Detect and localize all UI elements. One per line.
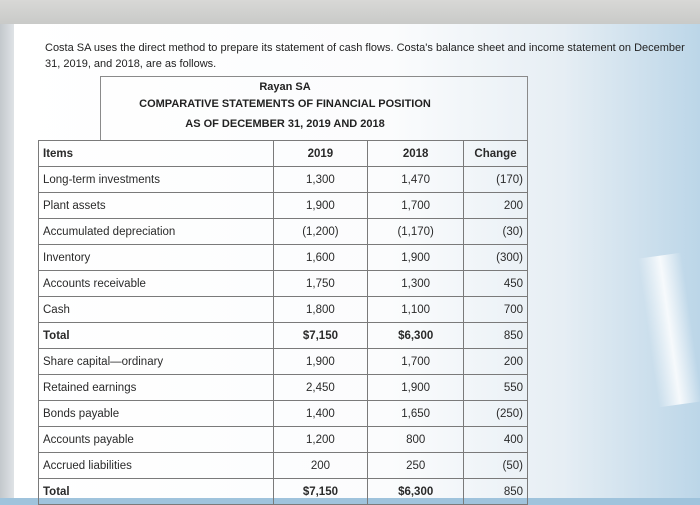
table-row — [39, 167, 528, 193]
row-item-label: Bonds payable — [39, 401, 274, 427]
photo-top-edge — [0, 0, 700, 24]
row-item-label: Accrued liabilities — [39, 453, 274, 479]
row-value-2018: 1,900 — [368, 245, 464, 271]
row-value-2018: 1,650 — [368, 401, 464, 427]
row-value-change: 550 — [464, 375, 528, 401]
row-item-label: Accumulated depreciation — [39, 219, 274, 245]
row-value-2019: 1,800 — [273, 297, 368, 323]
table-row — [39, 453, 528, 479]
row-item-label: Accounts receivable — [39, 271, 274, 297]
table-total-row — [39, 479, 528, 505]
row-value-2018: (1,170) — [368, 219, 464, 245]
table-row — [39, 219, 528, 245]
row-value-change: 700 — [464, 297, 528, 323]
table-row — [39, 193, 528, 219]
row-value-change: (30) — [464, 219, 528, 245]
table-row — [39, 349, 528, 375]
row-item-label: Total — [39, 323, 274, 349]
row-value-2019: 1,900 — [273, 349, 368, 375]
row-value-2019: $7,150 — [273, 479, 368, 505]
row-value-change: (300) — [464, 245, 528, 271]
row-value-2018: 250 — [368, 453, 464, 479]
statement-date: AS OF DECEMBER 31, 2019 AND 2018 — [185, 118, 385, 130]
title-box-top — [100, 76, 528, 77]
screen-bezel — [0, 24, 14, 498]
row-value-change: (250) — [464, 401, 528, 427]
row-value-2018: 1,300 — [368, 271, 464, 297]
row-item-label: Cash — [39, 297, 274, 323]
row-value-change: 200 — [464, 193, 528, 219]
row-value-change: 200 — [464, 349, 528, 375]
row-item-label: Accounts payable — [39, 427, 274, 453]
row-value-2019: 200 — [273, 453, 368, 479]
financial-position-table — [38, 140, 528, 505]
problem-intro: Costa SA uses the direct method to prepare its statement of cash flows. Costa's balance sheet and income statement on December 31, 2019, and 2018, are as follows. — [45, 42, 685, 70]
company-name: Rayan SA — [259, 81, 311, 93]
table-row — [39, 375, 528, 401]
row-value-2019: 2,450 — [273, 375, 368, 401]
table-row — [39, 297, 528, 323]
row-value-2019: 1,600 — [273, 245, 368, 271]
row-value-change: 850 — [464, 323, 528, 349]
row-value-2018: 1,900 — [368, 375, 464, 401]
title-box-right — [527, 76, 528, 140]
row-value-2019: (1,200) — [273, 219, 368, 245]
row-value-2019: 1,750 — [273, 271, 368, 297]
row-value-change: (50) — [464, 453, 528, 479]
row-value-2018: 1,470 — [368, 167, 464, 193]
row-value-2018: $6,300 — [368, 323, 464, 349]
row-value-change: 850 — [464, 479, 528, 505]
table-header-row — [39, 141, 528, 167]
table-row — [39, 401, 528, 427]
row-value-2019: 1,400 — [273, 401, 368, 427]
row-value-change: (170) — [464, 167, 528, 193]
row-value-2019: 1,300 — [273, 167, 368, 193]
row-value-2019: $7,150 — [273, 323, 368, 349]
row-value-2018: 800 — [368, 427, 464, 453]
table-row — [39, 427, 528, 453]
row-item-label: Plant assets — [39, 193, 274, 219]
row-item-label: Total — [39, 479, 274, 505]
table-total-row — [39, 323, 528, 349]
column-header-2018: 2018 — [368, 141, 464, 167]
row-value-2018: 1,100 — [368, 297, 464, 323]
row-item-label: Inventory — [39, 245, 274, 271]
row-value-2019: 1,200 — [273, 427, 368, 453]
row-value-2019: 1,900 — [273, 193, 368, 219]
column-header-2019: 2019 — [273, 141, 368, 167]
row-value-2018: 1,700 — [368, 193, 464, 219]
column-header-change: Change — [464, 141, 528, 167]
row-item-label: Share capital—ordinary — [39, 349, 274, 375]
row-value-change: 450 — [464, 271, 528, 297]
table-row — [39, 271, 528, 297]
row-value-2018: 1,700 — [368, 349, 464, 375]
table-row — [39, 245, 528, 271]
row-item-label: Long-term investments — [39, 167, 274, 193]
row-value-2018: $6,300 — [368, 479, 464, 505]
row-item-label: Retained earnings — [39, 375, 274, 401]
statement-title: COMPARATIVE STATEMENTS OF FINANCIAL POSITION — [139, 98, 431, 110]
row-value-change: 400 — [464, 427, 528, 453]
column-header-items: Items — [39, 141, 274, 167]
